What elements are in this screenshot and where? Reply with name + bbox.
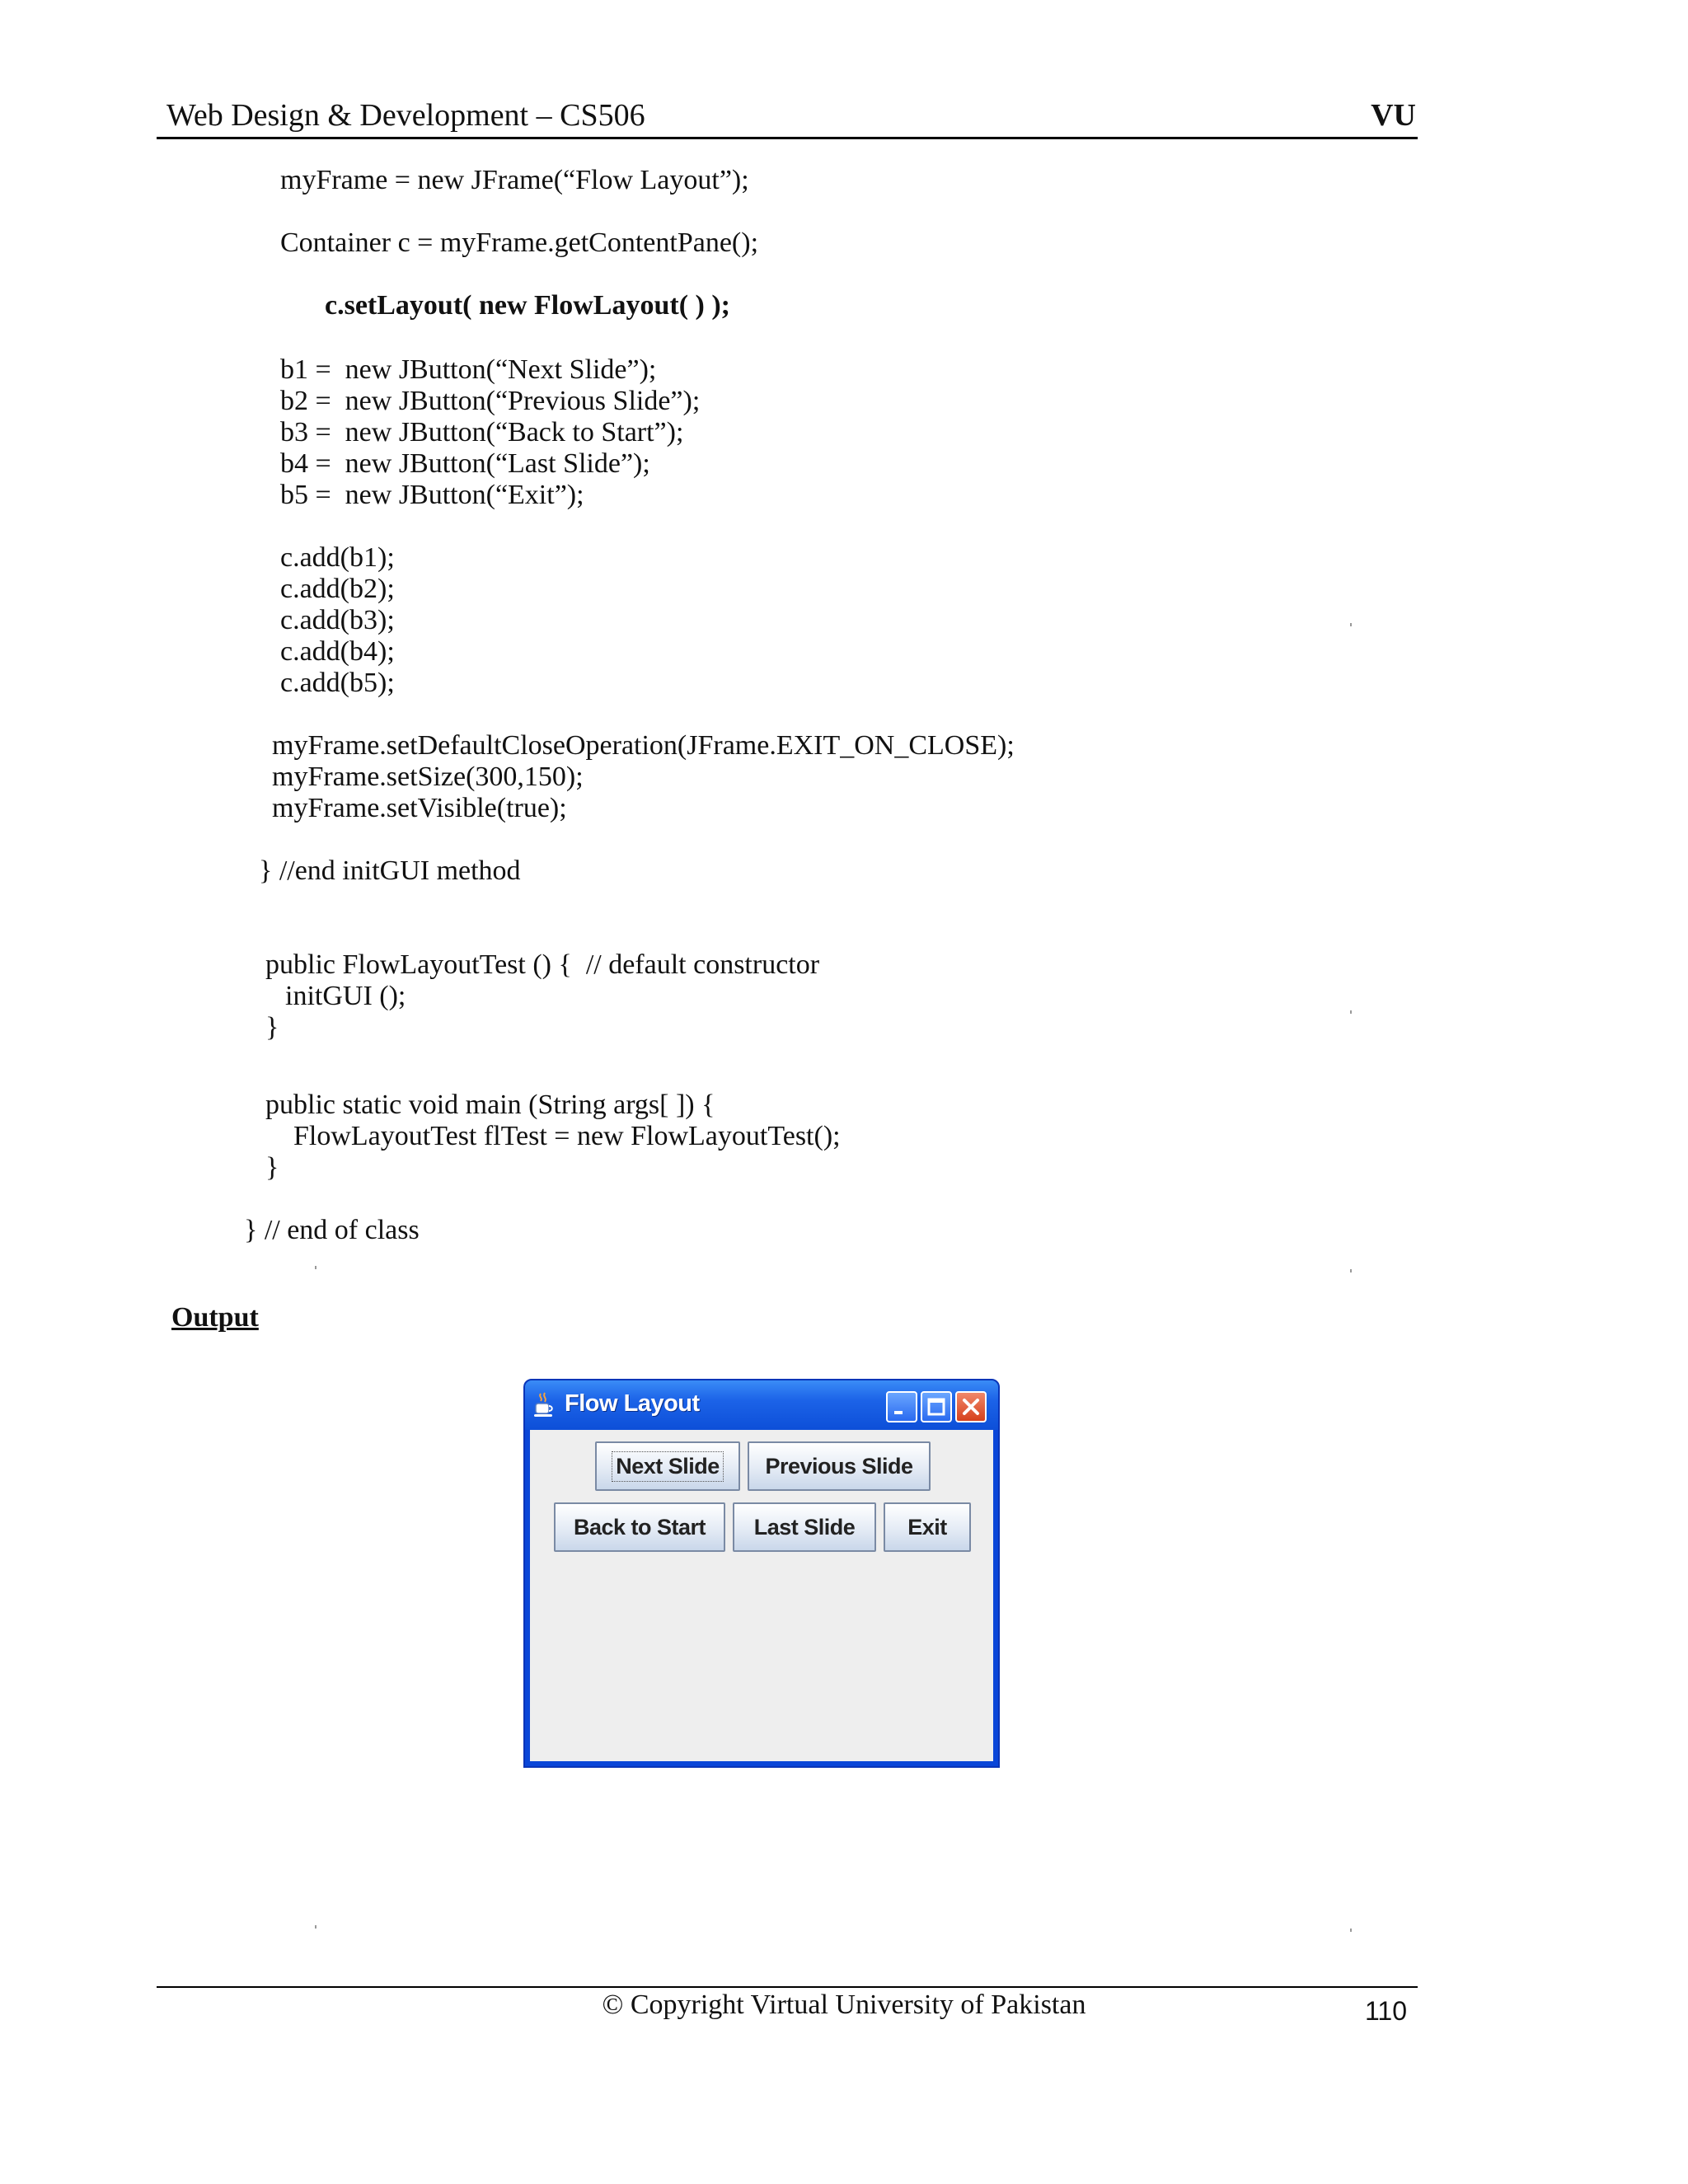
copyright-notice: © Copyright Virtual University of Pakistan: [602, 1990, 1086, 2020]
code-line: c.add(b5);: [280, 668, 395, 698]
code-line-highlight: c.setLayout( new FlowLayout( ) );: [325, 290, 730, 321]
back-to-start-label: Back to Start: [573, 1514, 706, 1540]
code-line: public static void main (String args[ ]) {: [265, 1090, 715, 1120]
close-icon: [957, 1393, 985, 1421]
scan-mark: [1350, 1010, 1352, 1014]
code-line: myFrame.setDefaultCloseOperation(JFrame.EXIT_ON_CLOSE);: [272, 730, 1015, 761]
window-title: Flow Layout: [565, 1390, 700, 1417]
vu-logo-text: VU: [1371, 98, 1416, 133]
footer-divider: [157, 1986, 1418, 1988]
code-line: c.add(b1);: [280, 542, 395, 573]
code-line: myFrame.setSize(300,150);: [272, 762, 584, 792]
flow-layout-window: [523, 1379, 1000, 1768]
page-number: 110: [1365, 1996, 1408, 2026]
code-line: b1 = new JButton(“Next Slide”);: [280, 354, 657, 385]
previous-slide-label: Previous Slide: [765, 1453, 913, 1479]
next-slide-label: Next Slide: [612, 1451, 724, 1482]
code-line: b2 = new JButton(“Previous Slide”);: [280, 386, 701, 416]
last-slide-button[interactable]: [733, 1502, 876, 1552]
code-line: public FlowLayoutTest () { // default constructor: [265, 949, 820, 980]
code-line: FlowLayoutTest flTest = new FlowLayoutTest();: [293, 1121, 841, 1151]
java-cup-icon: [533, 1392, 555, 1418]
scan-mark: [315, 1925, 316, 1929]
code-line: b5 = new JButton(“Exit”);: [280, 480, 584, 510]
minimize-icon: [888, 1393, 916, 1421]
code-line: myFrame = new JFrame(“Flow Layout”);: [280, 165, 749, 195]
close-button[interactable]: [955, 1391, 987, 1422]
code-line: }: [265, 1012, 279, 1043]
page-header: [157, 97, 1418, 139]
scan-mark: [1350, 1269, 1352, 1272]
code-line: Container c = myFrame.getContentPane();: [280, 227, 759, 258]
code-line: } // end of class: [244, 1215, 420, 1245]
course-title: Web Design & Development – CS506: [166, 98, 645, 133]
maximize-button[interactable]: [921, 1391, 952, 1422]
last-slide-label: Last Slide: [753, 1514, 856, 1540]
back-to-start-button[interactable]: [554, 1502, 725, 1552]
code-line: c.add(b3);: [280, 605, 395, 635]
exit-button[interactable]: [884, 1502, 971, 1552]
previous-slide-button[interactable]: [748, 1441, 931, 1491]
code-line: }: [265, 1152, 279, 1183]
scan-mark: [315, 1266, 316, 1269]
window-content-pane: [530, 1430, 993, 1761]
output-heading: Output: [171, 1302, 259, 1333]
code-line: myFrame.setVisible(true);: [272, 793, 567, 823]
code-line: } //end initGUI method: [259, 855, 521, 886]
code-line: b4 = new JButton(“Last Slide”);: [280, 448, 650, 479]
scan-mark: [1350, 623, 1352, 626]
maximize-icon: [922, 1393, 950, 1421]
code-line: initGUI ();: [285, 981, 406, 1011]
next-slide-button[interactable]: [595, 1441, 740, 1491]
code-line: c.add(b4);: [280, 636, 395, 667]
window-titlebar[interactable]: [525, 1380, 998, 1430]
exit-label: Exit: [907, 1514, 947, 1540]
code-line: b3 = new JButton(“Back to Start”);: [280, 417, 684, 448]
scan-mark: [1350, 1929, 1352, 1932]
code-line: c.add(b2);: [280, 574, 395, 604]
minimize-button[interactable]: [886, 1391, 917, 1422]
